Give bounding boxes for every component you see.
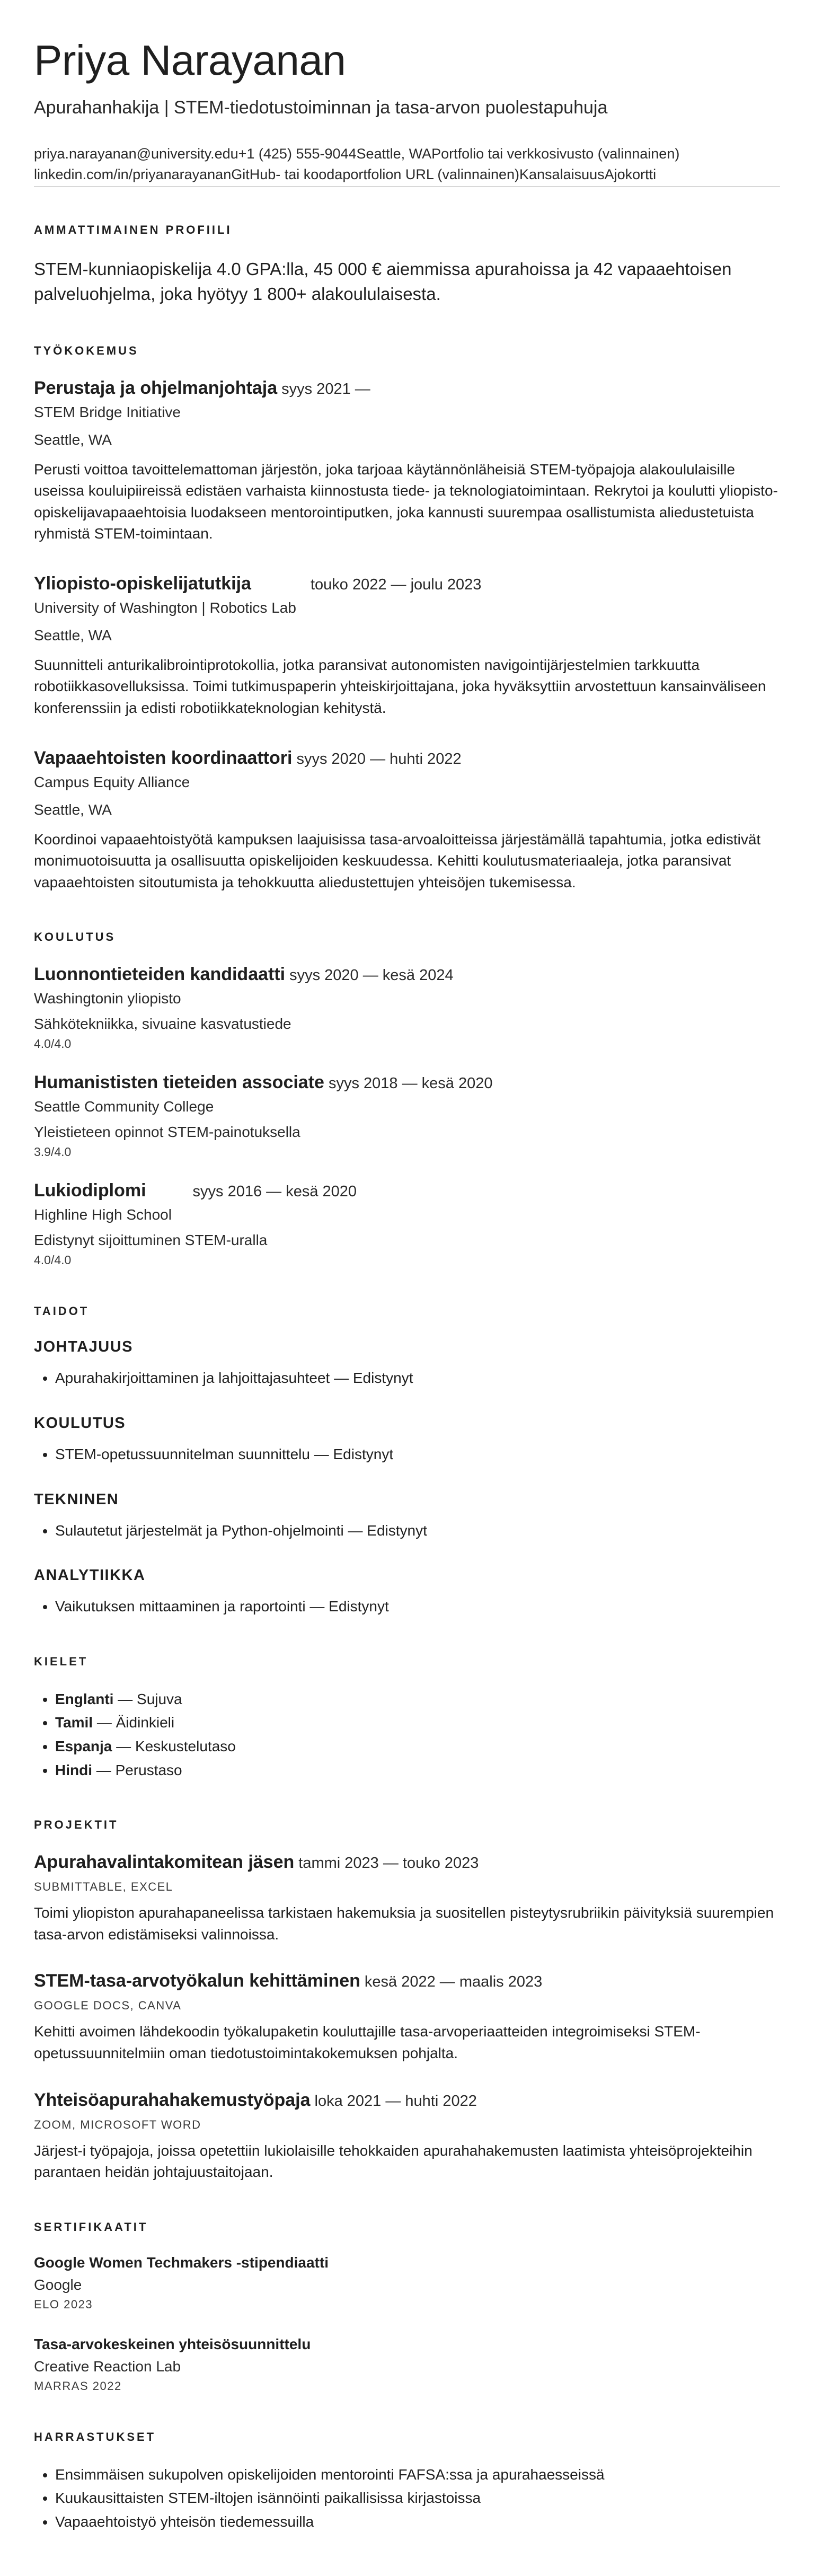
experience-description: Koordinoi vapaaehtoistyötä kampuksen laajuisissa tasa-arvoaloitteissa järjestämällä tapahtumia, jotka edistivät monimuotoisuutta ja osallisuutta opiskelijoiden keskuudessa. Kehitti koulutusmateriaaleja, jotka paransivat vapaaehtoisten sitoutumista ja tehokkuutta aliedustettujen yhteisöjen tukemisessa. (34, 831, 761, 890)
language-level: Keskustelutaso (135, 1738, 236, 1754)
section-title-skills: TAIDOT (34, 1304, 90, 1318)
contact-location: Seattle, WA (356, 145, 432, 162)
experience-description: Suunnitteli anturikalibrointiprotokollia, jotka paransivat autonomisten navigointijärjestelmien tarkkuutta robotiikkasovelluksissa. Toimi tutkimuspaperin yhteiskirjoittajana, joka hyväksyttiin arvostettuun kansainväliseen konferenssiin ja edisti robotiikkateknologian kehitystä. (34, 656, 766, 717)
language-name: Tamil (55, 1714, 93, 1731)
experience-entry (34, 378, 780, 545)
education-gpa: 4.0/4.0 (34, 1037, 72, 1051)
experience-org: University of Washington | Robotics Lab (34, 599, 296, 616)
project-name: Yhteisöapurahahakemustyöpaja (34, 2089, 311, 2110)
candidate-name: Priya Narayanan (34, 37, 346, 84)
language-item: • Hindi — Perustaso (55, 1760, 780, 1781)
certification-entry (34, 2254, 780, 2312)
contact-phone[interactable]: +1 (425) 555-9044 (238, 145, 357, 162)
experience-location: Seattle, WA (34, 801, 112, 818)
skill-group-title: KOULUTUS (34, 1415, 126, 1432)
language-item: • Espanja — Keskustelutaso (55, 1736, 780, 1758)
contact-email[interactable]: priya.narayanan@university.edu (34, 145, 238, 162)
projects-section (34, 1818, 780, 2183)
education-dates: syys 2018 — kesä 2020 (328, 1075, 493, 1092)
hobby-item: • Ensimmäisen sukupolven opiskelijoiden mentorointi FAFSA:ssa ja apurahaesseissä (55, 2464, 780, 2486)
experience-dates: syys 2020 — huhti 2022 (296, 750, 462, 767)
project-dates: loka 2021 — huhti 2022 (314, 2092, 477, 2110)
language-name: Espanja (55, 1738, 112, 1754)
language-name: Englanti (55, 1690, 114, 1707)
section-title-hobbies: HARRASTUKSET (34, 2430, 156, 2443)
education-field: Yleistieteen opinnot STEM-painotuksella (34, 1124, 300, 1141)
contact-line-2 (34, 164, 780, 185)
experience-dates: touko 2022 — joulu 2023 (310, 576, 482, 593)
skill-group-title: TEKNINEN (34, 1490, 119, 1508)
project-entry (34, 1971, 780, 2064)
project-dates: tammi 2023 — touko 2023 (298, 1855, 479, 1872)
hobby-item: • Vapaaehtoistyö yhteisön tiedemessuilla (55, 2511, 780, 2533)
education-school: Washingtonin yliopisto (34, 990, 181, 1007)
skill-item: • Sulautetut järjestelmät ja Python-ohjelmointi — Edistynyt (55, 1520, 780, 1542)
certification-entry (34, 2336, 780, 2393)
skill-group (34, 1415, 780, 1466)
project-name: Apurahavalintakomitean jäsen (34, 1852, 295, 1873)
certification-issuer: Google (34, 2276, 82, 2293)
education-entry (34, 1072, 780, 1159)
education-field: Edistynyt sijoittuminen STEM-uralla (34, 1232, 268, 1249)
certification-date: ELO 2023 (34, 2297, 93, 2311)
contact-drivers-license: Ajokortti (604, 166, 657, 182)
skill-group-title: ANALYTIIKKA (34, 1567, 146, 1584)
project-entry (34, 1852, 780, 1945)
skill-item: • Vaikutuksen mittaaminen ja raportointi — Edistynyt (55, 1596, 780, 1618)
skill-group (34, 1567, 780, 1618)
skill-group (34, 1491, 780, 1542)
project-description: Järjest-i työpajoja, joissa opetettiin lukiolaisille tehokkaiden apurahahakemusten laatimista yhteisöprojekteihin parantaen heidän johtajuustaitojaan. (34, 2142, 753, 2181)
experience-org: Campus Equity Alliance (34, 773, 190, 790)
experience-role: Yliopisto-opiskelijatutkija (34, 573, 251, 594)
skill-item: • Apurahakirjoittaminen ja lahjoittajasuhteet — Edistynyt (55, 1368, 780, 1389)
project-tools: ZOOM, MICROSOFT WORD (34, 2118, 201, 2131)
certifications-section (34, 2220, 780, 2393)
education-degree: Lukiodiplomi (34, 1180, 146, 1201)
languages-list (34, 1689, 780, 1781)
section-title-languages: KIELET (34, 1654, 89, 1668)
profile-text: STEM-kunniaopiskelija 4.0 GPA:lla, 45 000 € aiemmissa apurahoissa ja 42 vapaaehtoisen palveluohjelma, joka hyötyy 1 800+ alakoululaisesta. (34, 259, 732, 304)
skill-group (34, 1338, 780, 1389)
certification-name: Google Women Techmakers -stipendiaatti (34, 2254, 329, 2271)
project-name: STEM-tasa-arvotyökalun kehittäminen (34, 1971, 360, 1991)
language-level: Äidinkieli (116, 1714, 175, 1731)
project-tools: SUBMITTABLE, EXCEL (34, 1880, 173, 1894)
education-degree: Humanististen tieteiden associate (34, 1072, 324, 1093)
language-level: Sujuva (137, 1690, 182, 1707)
certification-issuer: Creative Reaction Lab (34, 2358, 181, 2375)
experience-role: Perustaja ja ohjelmanjohtaja (34, 377, 278, 398)
section-title-certifications: SERTIFIKAATIT (34, 2220, 148, 2234)
contact-github[interactable]: GitHub- tai koodaportfolion URL (valinnainen) (231, 166, 520, 182)
project-description: Toimi yliopiston apurahapaneelissa tarkistaen hakemuksia ja suositellen pisteytysrubriikin päivityksiä suurempien tasa-arvon edistämiseksi valinnoissa. (34, 1904, 774, 1943)
education-school: Highline High School (34, 1206, 172, 1223)
education-school: Seattle Community College (34, 1098, 214, 1115)
section-title-projects: PROJEKTIT (34, 1818, 119, 1832)
language-name: Hindi (55, 1761, 92, 1778)
header-divider (34, 186, 780, 187)
contact-linkedin[interactable]: linkedin.com/in/priyanarayanan (34, 166, 232, 182)
hobby-item: • Kuukausittaisten STEM-iltojen isännöinti paikallisissa kirjastoissa (55, 2487, 780, 2509)
education-dates: syys 2020 — kesä 2024 (289, 967, 454, 984)
project-entry (34, 2090, 780, 2183)
education-field: Sähkötekniikka, sivuaine kasvatustiede (34, 1016, 291, 1033)
certification-name: Tasa-arvokeskeinen yhteisösuunnittelu (34, 2335, 311, 2352)
education-degree: Luonnontieteiden kandidaatti (34, 964, 286, 985)
hobbies-list (34, 2464, 780, 2533)
education-entry (34, 964, 780, 1051)
candidate-headline: Apurahanhakija | STEM-tiedotustoiminnan ja tasa-arvon puolestapuhuja (34, 98, 608, 118)
language-item: • Tamil — Äidinkieli (55, 1712, 780, 1734)
section-title-experience: TYÖKOKEMUS (34, 343, 139, 357)
education-section (34, 930, 780, 1267)
project-dates: kesä 2022 — maalis 2023 (364, 1973, 543, 1991)
contact-line-1 (34, 144, 780, 164)
experience-entry (34, 748, 780, 894)
project-description: Kehitti avoimen lähdekoodin työkalupaketin kouluttajille tasa-arvoperiaatteiden integroimiseksi STEM-opetussuunnitelmiin oman tiedotustoimintakokemuksen pohjalta. (34, 2023, 701, 2061)
experience-description: Perusti voittoa tavoittelemattoman järjestön, joka tarjoaa käytännönläheisiä STEM-työpajoja alakoululaisille useissa kouluipiireissä edistäen varhaista kiinnostusta tiede- ja teknologiatoimintaan. Rekrytoi ja koulutti yliopisto-opiskelijavapaaehtoisia luodakseen mentorointiputken, joka kannusti suurempaa osallistumista aliedustetuista ryhmistä STEM-toimintaan. (34, 461, 778, 542)
education-dates: syys 2016 — kesä 2020 (192, 1183, 357, 1201)
education-gpa: 4.0/4.0 (34, 1253, 72, 1267)
education-entry (34, 1180, 780, 1267)
language-item: • Englanti — Sujuva (55, 1689, 780, 1710)
section-title-profile: AMMATTIMAINEN PROFIILI (34, 223, 232, 236)
certification-date: MARRAS 2022 (34, 2379, 122, 2393)
profile-section (34, 223, 780, 307)
languages-section (34, 1655, 780, 1781)
skill-item: • STEM-opetussuunnitelman suunnittelu — Edistynyt (55, 1444, 780, 1466)
section-title-education: KOULUTUS (34, 930, 116, 944)
skill-group-title: JOHTAJUUS (34, 1338, 133, 1356)
experience-location: Seattle, WA (34, 431, 112, 448)
experience-section (34, 344, 780, 894)
hobbies-section (34, 2430, 780, 2533)
project-tools: GOOGLE DOCS, CANVA (34, 1999, 182, 2013)
experience-dates: syys 2021 — (281, 380, 370, 398)
education-gpa: 3.9/4.0 (34, 1145, 72, 1159)
language-level: Perustaso (115, 1761, 182, 1778)
contact-citizenship: Kansalaisuus (519, 166, 605, 182)
experience-entry (34, 574, 780, 719)
contact-portfolio[interactable]: Portfolio tai verkkosivusto (valinnainen) (431, 145, 680, 162)
resume-header (34, 38, 780, 185)
experience-role: Vapaaehtoisten koordinaattori (34, 747, 293, 768)
experience-org: STEM Bridge Initiative (34, 403, 181, 420)
experience-location: Seattle, WA (34, 627, 112, 643)
skills-section (34, 1304, 780, 1617)
